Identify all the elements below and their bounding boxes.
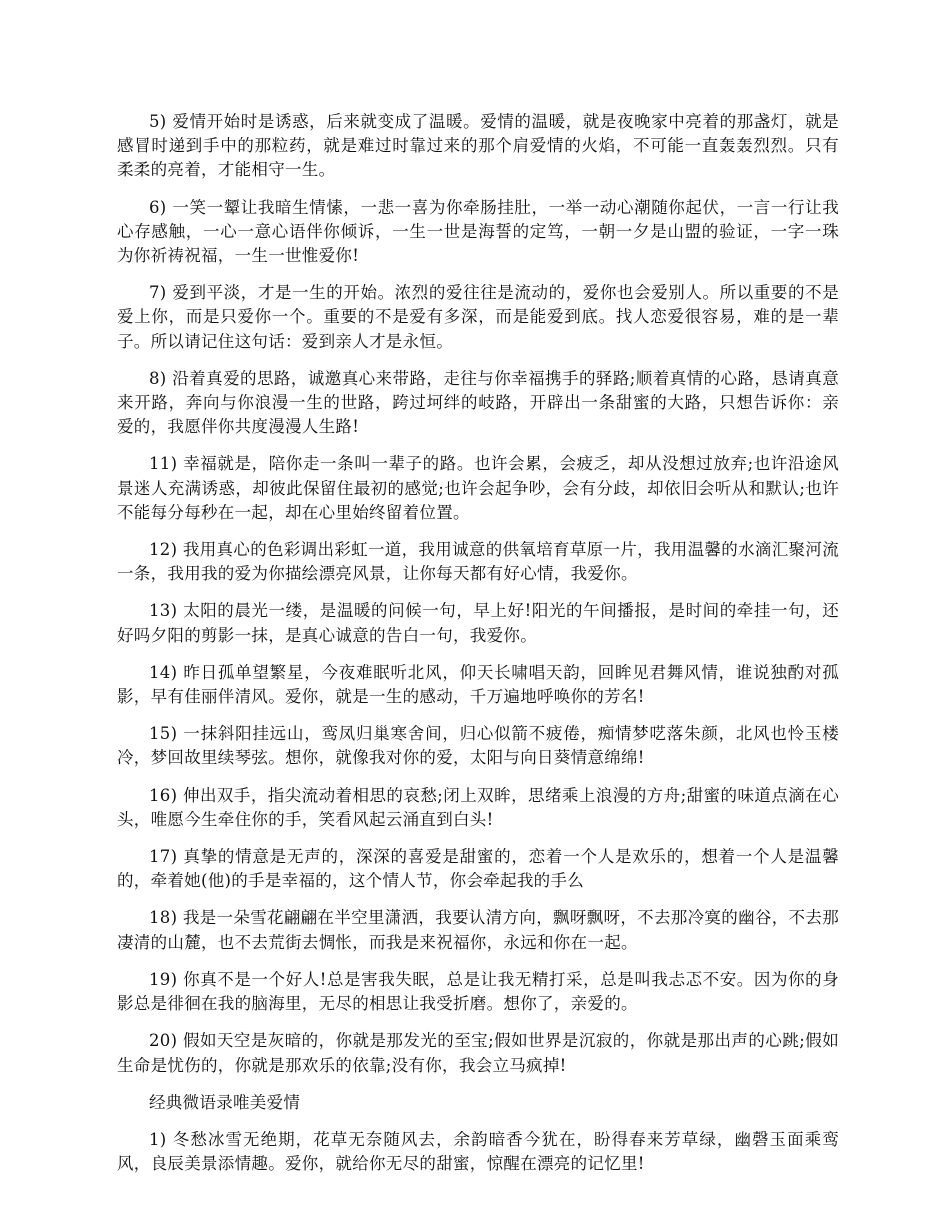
- paragraph-19: 19) 你真不是一个好人!总是害我失眠，总是让我无精打采，总是叫我忐忑不安。因为你的身影总是徘徊在我的脑海里，无尽的相思让我受折磨。想你了，亲爱的。: [117, 969, 839, 1014]
- paragraph-8: 8) 沿着真爱的思路，诚邀真心来带路，走往与你幸福携手的驿路;顺着真情的心路，恳请真意来开路，奔向与你浪漫一生的世路，跨过坷绊的岐路，开辟出一条甜蜜的大路，只想告诉你：亲爱的，我愿伴你共度漫漫人生路!: [117, 368, 839, 437]
- paragraph-17: 17) 真挚的情意是无声的，深深的喜爱是甜蜜的，恋着一个人是欢乐的，想着一个人是温馨的，牵着她(他)的手是幸福的，这个情人节，你会牵起我的手么: [117, 847, 839, 891]
- paragraph-7: 7) 爱到平淡，才是一生的开始。浓烈的爱往往是流动的，爱你也会爱别人。所以重要的不是爱上你，而是只爱你一个。重要的不是爱有多深，而是能爱到底。找人恋爱很容易，难的是一辈子。所以请记住这句话：爱到亲人才是永恒。: [117, 283, 839, 351]
- section-heading: 经典微语录唯美爱情: [149, 1092, 301, 1112]
- paragraph-14: 14) 昨日孤单望繁星，今夜难眠听北风，仰天长啸唱天韵，回眸见君舞风情，谁说独酌对孤影，早有佳丽伴清风。爱你，就是一生的感动，千万遍地呼唤你的芳名!: [117, 662, 839, 707]
- paragraph-11: 11) 幸福就是，陪你走一条叫一辈子的路。也许会累，会疲乏，却从没想过放弃;也许沿途风景迷人充满诱惑，却彼此保留住最初的感觉;也许会起争吵，会有分歧，却依旧会听从和默认;也许不能每分每秒在一起，却在心里始终留着位置。: [117, 454, 839, 522]
- paragraph-12: 12) 我用真心的色彩调出彩虹一道，我用诚意的供氧培育草原一片，我用温馨的水滴汇聚河流一条，我用我的爱为你描绘漂亮风景，让你每天都有好心情，我爱你。: [117, 540, 839, 584]
- paragraph-16: 16) 伸出双手，指尖流动着相思的哀愁;闭上双眸，思绪乘上浪漫的方舟;甜蜜的味道点滴在心头，唯愿今生牵住你的手，笑看风起云涌直到白头!: [117, 785, 839, 829]
- paragraph-5: 5) 爱情开始时是诱惑，后来就变成了温暖。爱情的温暖，就是夜晚家中亮着的那盏灯，就是感冒时递到手中的那粒药，就是难过时靠过来的那个肩爱情的火焰，不可能一直轰轰烈烈。只有柔柔的亮着，才能相守一生。: [117, 112, 839, 180]
- document-page: [117, 110, 839, 1189]
- paragraph-20: 20) 假如天空是灰暗的，你就是那发光的至宝;假如世界是沉寂的，你就是那出声的心跳;假如生命是忧伤的，你就是那欢乐的依靠;没有你，我会立马疯掉!: [117, 1031, 839, 1075]
- paragraph-6: 6) 一笑一颦让我暗生情愫，一悲一喜为你牵肠挂肚，一举一动心潮随你起伏，一言一行让我心存感触，一心一意心语伴你倾诉，一生一世是海誓的定笃，一朝一夕是山盟的验证，一字一珠为你祈祷祝福，一生一世惟爱你!: [117, 197, 839, 266]
- paragraph-15: 15) 一抹斜阳挂远山，鸾凤归巢寒舍间，归心似箭不疲倦，痴情梦呓落朱颜，北风也怜玉楼冷，梦回故里续琴弦。想你，就像我对你的爱，太阳与向日葵情意绵绵!: [117, 724, 839, 768]
- paragraph-18: 18) 我是一朵雪花翩翩在半空里潇洒，我要认清方向，飘呀飘呀，不去那冷寞的幽谷，不去那凄清的山麓，也不去荒街去惆怅，而我是来祝福你，永远和你在一起。: [117, 908, 839, 952]
- paragraph-13: 13) 太阳的晨光一缕，是温暖的问候一句，早上好!阳光的午间播报，是时间的牵挂一句，还好吗夕阳的剪影一抹，是真心诚意的告白一句，我爱你。: [117, 601, 839, 645]
- paragraph-section-1: 1) 冬愁冰雪无绝期，花草无奈随风去，余韵暗香今犹在，盼得春来芳草绿，幽磬玉面乘鸾风，良辰美景添情趣。爱你，就给你无尽的甜蜜，惊醒在漂亮的记忆里!: [117, 1129, 839, 1174]
